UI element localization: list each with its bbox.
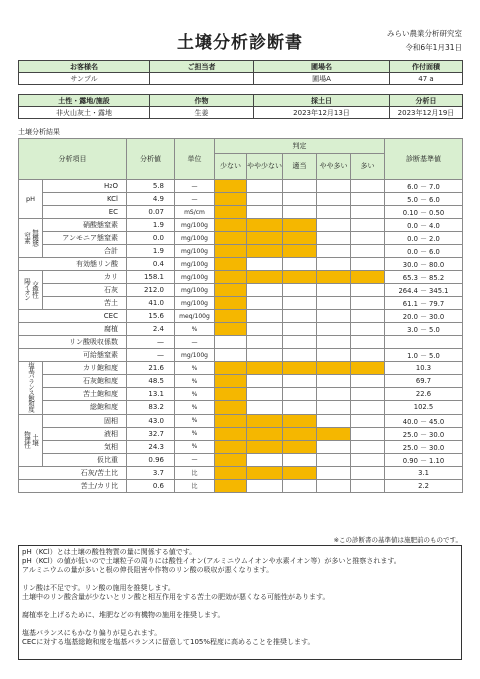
item-value: 13.1 [127,388,175,401]
comments-box [18,545,462,660]
crop-label: 作物 [150,95,254,107]
judgement-cell [215,232,247,245]
judgement-cell [317,310,351,323]
judgement-cell [317,206,351,219]
judgement-cell [317,453,351,466]
judgement-cell [317,349,351,362]
judgement-cell [317,414,351,427]
result-row [19,401,463,414]
item-criteria: 40.0 － 45.0 [385,414,463,427]
item-criteria: 0.0 － 4.0 [385,219,463,232]
judgement-cell [283,349,317,362]
judgement-cell [215,479,247,492]
judgement-cell [283,271,317,284]
judgement-cell [317,401,351,414]
judgement-cell [283,440,317,453]
result-row [19,466,463,479]
item-name: 苦土/カリ比 [19,479,127,492]
judgement-cell [215,284,247,297]
judgement-cell [317,180,351,193]
judgement-cell [351,453,385,466]
item-unit: % [175,427,215,440]
item-unit: mg/100g [175,297,215,310]
report-date: 令和6年1月31日 [405,43,462,52]
judgement-cell [283,310,317,323]
judgement-cell [247,271,283,284]
item-unit: mg/100g [175,219,215,232]
judgement-cell [351,232,385,245]
judgement-cell [283,336,317,349]
judgement-cell [215,219,247,232]
item-criteria: 3.1 [385,466,463,479]
judgement-cell [215,297,247,310]
result-row [19,479,463,492]
judgement-cell [283,258,317,271]
judgement-cell [215,349,247,362]
item-value: 48.5 [127,375,175,388]
header-judgement: 判定 [215,139,385,154]
judgement-cell [351,180,385,193]
item-criteria: 0.10 － 0.50 [385,206,463,219]
page-title: 土壌分析診断書 [177,33,303,53]
item-value: 212.0 [127,284,175,297]
result-row [19,440,463,453]
item-name: 腐植 [19,323,127,336]
judgement-cell [351,349,385,362]
judgement-cell [351,466,385,479]
field-name-value: 圃場A [254,73,390,85]
judgement-cell [215,414,247,427]
judgement-cell [317,232,351,245]
item-criteria [385,336,463,349]
person-in-charge-label: ご担当者 [150,61,254,73]
judgement-cell [215,323,247,336]
item-value: 21.6 [127,362,175,375]
judgement-cell [351,479,385,492]
item-criteria: 61.1 － 79.7 [385,297,463,310]
analysis-date-value: 2023年12月19日 [390,107,463,119]
judgement-cell [215,388,247,401]
item-name: カリ [43,271,127,284]
item-value: 4.9 [127,193,175,206]
judgement-cell [215,193,247,206]
item-unit: 比 [175,479,215,492]
item-criteria: 264.4 － 345.1 [385,284,463,297]
field-name-label: 圃場名 [254,61,390,73]
header-unit: 単位 [175,139,215,180]
judgement-cell [247,427,283,440]
judgement-cell [351,427,385,440]
result-row [19,427,463,440]
result-row [19,219,463,232]
comment-line: 土壌中のリン酸含量が少ないとリン酸と相互作用をする苦土の肥効が悪くなる可能性があります。 [22,593,330,601]
item-name: アンモニア態窒素 [43,232,127,245]
item-name: 固相 [43,414,127,427]
criteria-note: ※この診断書の基準値は施肥前のものです。 [333,536,462,544]
judgement-cell [351,440,385,453]
judgement-cell [283,401,317,414]
judgement-cell [247,349,283,362]
judgement-cell [317,375,351,388]
level-slightly-low: やや少ない [247,154,283,180]
item-value: 15.6 [127,310,175,323]
judgement-cell [283,180,317,193]
judgement-cell [317,479,351,492]
item-name: 可給態窒素 [19,349,127,362]
item-criteria: 25.0 － 30.0 [385,440,463,453]
comment-line [22,575,458,584]
judgement-cell [247,323,283,336]
item-value: 83.2 [127,401,175,414]
item-value: 3.7 [127,466,175,479]
item-unit: meq/100g [175,310,215,323]
judgement-cell [351,388,385,401]
group-ph-label: pH [19,180,43,219]
judgement-cell [317,362,351,375]
item-criteria: 10.3 [385,362,463,375]
item-value: 43.0 [127,414,175,427]
item-value: 32.7 [127,427,175,440]
judgement-cell [247,414,283,427]
level-low: 少ない [215,154,247,180]
judgement-cell [317,297,351,310]
result-row [19,180,463,193]
judgement-cell [215,401,247,414]
item-criteria: 0.0 － 2.0 [385,232,463,245]
judgement-cell [283,362,317,375]
sample-info-table [18,94,463,119]
judgement-cell [283,388,317,401]
group-balance-label: 塩基バランス飽和度 [19,362,43,415]
result-row [19,453,463,466]
item-unit: % [175,362,215,375]
judgement-cell [317,219,351,232]
judgement-cell [247,336,283,349]
item-value: 0.4 [127,258,175,271]
judgement-cell [215,362,247,375]
judgement-cell [351,258,385,271]
organization-name: みらい農業分析研究室 [387,29,462,38]
judgement-cell [215,466,247,479]
item-name: 硝酸態窒素 [43,219,127,232]
item-value: 1.9 [127,245,175,258]
item-name: 合計 [43,245,127,258]
judgement-cell [247,258,283,271]
judgement-cell [247,401,283,414]
judgement-cell [247,453,283,466]
result-row [19,323,463,336]
item-value: 0.0 [127,232,175,245]
item-name: 有効態リン酸 [19,258,127,271]
item-unit: % [175,323,215,336]
judgement-cell [283,206,317,219]
result-row [19,297,463,310]
result-row [19,258,463,271]
judgement-cell [317,336,351,349]
sampling-date-value: 2023年12月13日 [254,107,390,119]
judgement-cell [351,297,385,310]
comment-line: 腐植率を上げるために、堆肥などの有機物の施用を推奨します。 [22,611,225,619]
judgement-cell [351,245,385,258]
item-unit: % [175,375,215,388]
area-label: 作付面積 [390,61,463,73]
result-row [19,232,463,245]
judgement-cell [283,245,317,258]
judgement-cell [351,336,385,349]
judgement-cell [317,427,351,440]
judgement-cell [283,297,317,310]
item-name: EC [43,206,127,219]
judgement-cell [283,284,317,297]
item-criteria: 102.5 [385,401,463,414]
item-value: 0.07 [127,206,175,219]
item-unit: % [175,440,215,453]
judgement-cell [317,466,351,479]
result-row [19,362,463,375]
judgement-cell [215,258,247,271]
results-section-label: 土壌分析結果 [18,128,60,136]
judgement-cell [215,245,247,258]
item-value: 1.9 [127,219,175,232]
judgement-cell [351,323,385,336]
judgement-cell [247,388,283,401]
item-value: 2.4 [127,323,175,336]
item-criteria: 3.0 － 5.0 [385,323,463,336]
item-unit: % [175,414,215,427]
judgement-cell [215,206,247,219]
item-name: 苦土飽和度 [43,388,127,401]
item-criteria: 0.0 － 6.0 [385,245,463,258]
judgement-cell [351,362,385,375]
judgement-cell [215,310,247,323]
judgement-cell [247,297,283,310]
customer-info-table [18,60,463,85]
judgement-cell [317,323,351,336]
judgement-cell [215,375,247,388]
item-name: 総飽和度 [43,401,127,414]
item-value: 5.8 [127,180,175,193]
item-name: 液相 [43,427,127,440]
judgement-cell [247,245,283,258]
item-unit: mS/cm [175,206,215,219]
item-name: 気相 [43,440,127,453]
item-name: KCl [43,193,127,206]
judgement-cell [351,206,385,219]
customer-name-value: サンプル [19,73,150,85]
area-value: 47 a [390,73,463,85]
judgement-cell [247,375,283,388]
judgement-cell [247,479,283,492]
item-unit: mg/100g [175,232,215,245]
comment-line: アルミニウムの量が多いと根の伸長阻害や作物のリン酸の吸収が悪くなります。 [22,566,274,574]
judgement-cell [283,453,317,466]
item-unit: — [175,180,215,193]
item-name: 石灰 [43,284,127,297]
item-unit: 比 [175,466,215,479]
judgement-cell [317,193,351,206]
item-unit: mg/100g [175,349,215,362]
comment-line: pH（KCl）の値が低いので土壌粒子の周りには酸性イオン(アルミニウムイオンや水素イオン等）が多いと推察されます。 [22,557,401,565]
result-row [19,193,463,206]
comment-line [22,602,458,611]
header-value: 分析値 [127,139,175,180]
item-unit: — [175,193,215,206]
judgement-cell [283,414,317,427]
item-value: — [127,336,175,349]
judgement-cell [351,219,385,232]
result-row [19,349,463,362]
item-name: 仮比重 [43,453,127,466]
item-unit: % [175,388,215,401]
item-name: 苦土 [43,297,127,310]
soil-type-value: 非火山灰土・露地 [19,107,150,119]
judgement-cell [283,479,317,492]
sampling-date-label: 採土日 [254,95,390,107]
judgement-cell [215,427,247,440]
judgement-cell [247,284,283,297]
result-row [19,388,463,401]
item-name: H2O [43,180,127,193]
item-unit: mg/100g [175,245,215,258]
item-name: CEC [19,310,127,323]
level-high: 多い [351,154,385,180]
comment-line: pH（KCl）とは土壌の酸性物質の量に関係する値です。 [22,548,197,556]
judgement-cell [317,388,351,401]
item-value: 41.0 [127,297,175,310]
judgement-cell [247,180,283,193]
result-row [19,271,463,284]
item-unit: — [175,336,215,349]
level-appropriate: 適当 [283,154,317,180]
comment-line: リン酸は不足です。リン酸の施用を推奨します。 [22,584,175,592]
judgement-cell [283,193,317,206]
comment-line: 塩基バランスにもかなり偏りが見られます。 [22,629,162,637]
judgement-cell [283,427,317,440]
judgement-cell [247,310,283,323]
item-unit: mg/100g [175,258,215,271]
judgement-cell [317,284,351,297]
judgement-cell [215,440,247,453]
results-table [18,138,463,493]
result-row [19,310,463,323]
judgement-cell [215,336,247,349]
result-row [19,206,463,219]
item-name: 石灰/苦土比 [19,466,127,479]
header-criteria: 診断基準値 [385,139,463,180]
judgement-cell [247,206,283,219]
person-in-charge-value [150,73,254,85]
item-criteria: 5.0 － 6.0 [385,193,463,206]
judgement-cell [247,362,283,375]
comment-line: CECに対する塩基総飽和度を塩基バランスに留意して105%程度に高めることを推奨します。 [22,638,315,646]
judgement-cell [317,245,351,258]
judgement-cell [215,180,247,193]
item-criteria: 22.6 [385,388,463,401]
item-value: 158.1 [127,271,175,284]
group-cations-label: 陽イオン 交換性 [19,271,43,310]
judgement-cell [317,271,351,284]
item-criteria: 65.3 － 85.2 [385,271,463,284]
item-value: 0.96 [127,453,175,466]
item-criteria: 69.7 [385,375,463,388]
item-name: リン酸吸収係数 [19,336,127,349]
item-unit: mg/100g [175,284,215,297]
item-name: 石灰飽和度 [43,375,127,388]
item-name: カリ飽和度 [43,362,127,375]
judgement-cell [247,232,283,245]
judgement-cell [215,271,247,284]
item-criteria: 30.0 － 80.0 [385,258,463,271]
judgement-cell [317,258,351,271]
judgement-cell [317,440,351,453]
item-criteria: 6.0 － 7.0 [385,180,463,193]
judgement-cell [351,271,385,284]
item-unit: % [175,401,215,414]
result-row [19,414,463,427]
judgement-cell [351,310,385,323]
item-criteria: 1.0 － 5.0 [385,349,463,362]
judgement-cell [351,193,385,206]
result-row [19,284,463,297]
judgement-cell [351,284,385,297]
judgement-cell [351,401,385,414]
item-value: 24.3 [127,440,175,453]
soil-type-label: 土性・露地/施設 [19,95,150,107]
analysis-date-label: 分析日 [390,95,463,107]
group-physical-label: 物理性 土壌 [19,414,43,466]
judgement-cell [283,323,317,336]
judgement-cell [247,466,283,479]
customer-name-label: お客様名 [19,61,150,73]
crop-value: 生姜 [150,107,254,119]
judgement-cell [247,219,283,232]
header-item: 分析項目 [19,139,127,180]
result-row [19,336,463,349]
judgement-cell [215,453,247,466]
group-nitrogen-label: 窒素 無機態 [19,219,43,258]
item-unit: mg/100g [175,271,215,284]
judgement-cell [247,440,283,453]
judgement-cell [351,375,385,388]
item-value: 0.6 [127,479,175,492]
item-criteria: 0.90 － 1.10 [385,453,463,466]
judgement-cell [247,193,283,206]
item-criteria: 20.0 － 30.0 [385,310,463,323]
item-criteria: 2.2 [385,479,463,492]
judgement-cell [283,219,317,232]
judgement-cell [351,414,385,427]
judgement-cell [283,232,317,245]
item-criteria: 25.0 － 30.0 [385,427,463,440]
comment-line [22,620,458,629]
level-slightly-high: やや多い [317,154,351,180]
item-unit: — [175,453,215,466]
result-row [19,375,463,388]
result-row [19,245,463,258]
item-value: — [127,349,175,362]
judgement-cell [283,375,317,388]
judgement-cell [283,466,317,479]
